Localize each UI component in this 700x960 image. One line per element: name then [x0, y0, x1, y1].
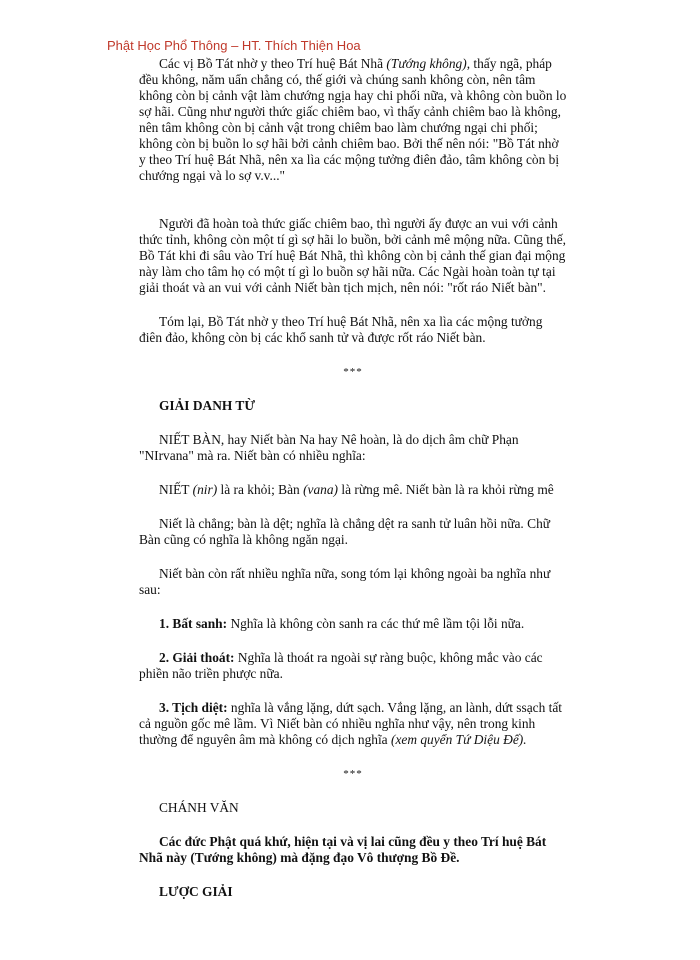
para1-text-a: Các vị Bồ Tát nhờ y theo Trí huệ Bát Nhã	[159, 56, 387, 71]
paragraph-2: Người đã hoàn toà thức giấc chiêm bao, thì người ấy được an vui với cảnh thức tỉnh, không còn một tí gì sợ hãi lo buồn, bởi cảnh mê mộng nữa. Cũng thế, Bồ Tát khi đi sâu vào Trí huệ Bát Nhã, thì không còn bị cảnh thế gian đại mộng này làm cho tâm họ có một tí gì lo buồn sợ hãi nữa. Các Ngài hoàn toàn tự tại giải thoát và an vui với cảnh Niết bàn tịch mịch, nên nói: "rốt ráo Niết bàn".	[139, 216, 567, 295]
item3-label: 3. Tịch diệt:	[159, 700, 228, 715]
paragraph-7: Niết bàn còn rất nhiều nghĩa nữa, song tóm lại không ngoài ba nghĩa như sau:	[139, 566, 551, 597]
item3-text: nghĩa là vắng lặng, dứt sạch. Vắng lặng, an lành, dứt ssạch tất cả nguồn gốc mê lầm. Vì Niết bàn có nhiều nghĩa như vậy, nên trong kinh thường để nguyên âm mà không có dịch nghĩa	[139, 700, 563, 747]
paragraph-3: Tóm lại, Bồ Tát nhờ y theo Trí huệ Bát Nhã, nên xa lìa các mộng tưởng điên đảo, không còn bị các khổ sanh tử và được rốt ráo Niết bàn.	[139, 314, 543, 345]
list-item-3	[139, 700, 567, 748]
para1-text-b: , thấy ngã, pháp đều không, năm uẩn chẳng có, thế giới và chúng sanh không còn, nên tâm không còn bị cảnh vật làm chướng ngịa hay chi phối nữa, và không còn buồn lo sợ hãi. Cũng như người thức giấc chiêm bao, vì thấy cảnh chiêm bao là không, nên tâm không còn bị cảnh vật trong chiêm bao làm chướng ngại chi phối; không còn bị buồn lo sợ hãi bởi cảnh chiêm bao. Bởi thế nên nói: "Bồ Tát nhờ y theo Trí huệ Bát Nhã, nên xa lìa các mộng tưởng điên đảo, tâm không còn bị chướng ngại và lo sợ v.v..."	[139, 56, 567, 183]
para5-italic-b: (vana)	[303, 482, 339, 497]
para5-italic-a: (nir)	[192, 482, 218, 497]
para1-italic: (Tướng không)	[386, 56, 467, 71]
item1-label: 1. Bất sanh:	[159, 616, 228, 631]
list-item-2	[139, 650, 567, 682]
para5-text-b: là ra khỏi; Bàn	[217, 482, 304, 497]
paragraph-1	[139, 56, 567, 184]
paragraph-4: NIẾT BÀN, hay Niết bàn Na hay Nê hoàn, là do dịch âm chữ Phạn "NIrvana" mà ra. Niết bàn có nhiều nghĩa:	[139, 432, 519, 463]
separator-1: ***	[343, 366, 363, 378]
list-item-1	[139, 616, 567, 632]
paragraph-8: Các đức Phật quá khứ, hiện tại và vị lai cũng đều y theo Trí huệ Bát Nhã này (Tướng không) mà đặng đạo Vô thượng Bồ Đề.	[139, 834, 547, 865]
heading-luoc-giai: LƯỢC GIẢI	[159, 884, 233, 899]
para5-text-c: là rừng mê. Niết bàn là ra khỏi rừng mê	[338, 482, 554, 497]
item3-italic: (xem quyển Tứ Diệu Đế).	[390, 732, 527, 747]
para5-text-a: NIẾT	[159, 482, 193, 497]
document-body	[139, 56, 567, 900]
item1-text: Nghĩa là không còn sanh ra các thứ mê lầm tội lỗi nữa.	[227, 616, 525, 631]
page-header: Phật Học Phổ Thông – HT. Thích Thiện Hoa	[107, 38, 361, 53]
heading-chanh-van: CHÁNH VĂN	[159, 800, 239, 815]
separator-2: ***	[343, 768, 363, 780]
item2-text: Nghĩa là thoát ra ngoài sự ràng buộc, không mắc vào các phiền não triền phược nữa.	[139, 650, 543, 681]
paragraph-6: Niết là chẳng; bàn là dệt; nghĩa là chẳng dệt ra sanh tử luân hồi nữa. Chữ Bàn cũng có nghĩa là không ngăn ngại.	[139, 516, 551, 547]
paragraph-5	[139, 482, 567, 498]
heading-giai-danh-tu: GIẢI DANH TỪ	[159, 398, 255, 413]
item2-label: 2. Giải thoát:	[159, 650, 235, 665]
